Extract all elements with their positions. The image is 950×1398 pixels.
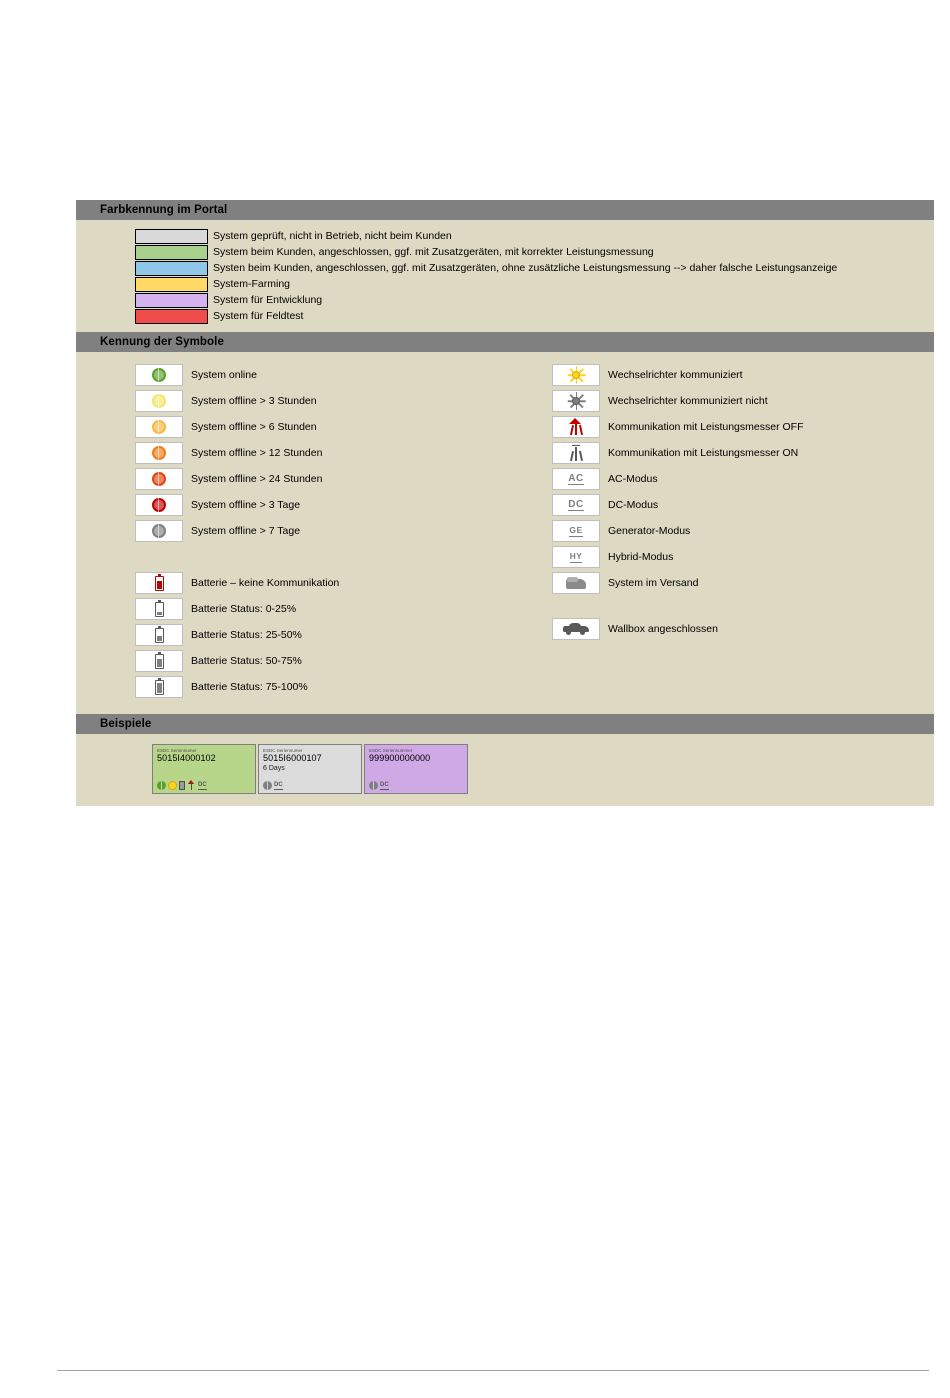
icon-container	[135, 572, 183, 594]
symbol-label: Kommunikation mit Leistungsmesser ON	[608, 447, 799, 459]
symbol-row-online	[135, 362, 505, 388]
color-swatch-grey	[135, 229, 208, 244]
icon-container	[552, 416, 600, 438]
icon-container	[552, 390, 600, 412]
icon-container	[552, 618, 600, 640]
icon-container	[552, 572, 600, 594]
symbol-row-offline-7d	[135, 518, 505, 544]
card-icon-strip	[157, 780, 207, 790]
symbol-row-battery-0-25	[135, 596, 505, 622]
icon-container	[135, 650, 183, 672]
icon-container	[552, 468, 600, 490]
tower-grey-icon	[567, 444, 585, 462]
icon-container	[135, 468, 183, 490]
symbol-label: Batterie – keine Kommunikation	[191, 577, 340, 589]
symbol-row-ac-mode	[552, 466, 934, 492]
symbol-row-meter-on	[552, 440, 934, 466]
symbol-label: System offline > 3 Stunden	[191, 395, 317, 407]
symbols-body	[76, 352, 934, 714]
battery-no-communication-icon	[155, 576, 164, 591]
globe-darkorange-icon	[152, 472, 166, 486]
symbol-label: Wechselrichter kommuniziert nicht	[608, 395, 768, 407]
example-card-grey[interactable]	[258, 744, 362, 794]
symbol-label: System offline > 24 Stunden	[191, 473, 323, 485]
battery-25-50-icon	[155, 628, 164, 643]
example-cards-row	[152, 744, 934, 794]
icon-container	[552, 494, 600, 516]
color-legend-label: Systen beim Kunden, angeschlossen, ggf. mit Zusatzgeräten, ohne zusätzliche Leistungsmessung --> daher falsche Leistungsanzeige	[213, 262, 838, 274]
dc-mode-icon: DC	[274, 782, 283, 788]
color-swatch-red	[135, 309, 208, 324]
section-header-examples: Beispiele	[76, 714, 934, 734]
icon-container	[135, 520, 183, 542]
card-header-label: ESDC Seriennumer	[263, 748, 303, 753]
legend-document	[76, 200, 934, 806]
icon-container	[552, 364, 600, 386]
color-legend-row	[76, 260, 934, 276]
symbol-label: Wallbox angeschlossen	[608, 623, 718, 635]
symbol-label: System offline > 12 Stunden	[191, 447, 323, 459]
color-legend-label: System geprüft, nicht in Betrieb, nicht beim Kunden	[213, 230, 452, 242]
icon-container	[552, 520, 600, 542]
symbol-row-battery-50-75	[135, 648, 505, 674]
sun-yellow-icon	[568, 367, 584, 383]
color-legend-body	[76, 220, 934, 332]
color-legend-row	[76, 308, 934, 324]
example-card-green[interactable]	[152, 744, 256, 794]
card-serial: 999900000000	[369, 753, 431, 763]
icon-container	[135, 364, 183, 386]
globe-grey-icon	[263, 781, 272, 790]
globe-grey-icon	[369, 781, 378, 790]
symbol-row-battery-75-100	[135, 674, 505, 700]
icon-container	[135, 598, 183, 620]
symbol-row-offline-12h	[135, 440, 505, 466]
globe-red-icon	[152, 498, 166, 512]
symbol-label: System online	[191, 369, 257, 381]
symbol-row-inverter-comm	[552, 362, 934, 388]
symbol-row-wallbox	[552, 616, 934, 642]
color-legend-row	[76, 244, 934, 260]
dc-mode-icon: DC	[198, 782, 207, 788]
card-header-label: ESDC Seriennummer	[369, 748, 413, 753]
globe-orange-icon	[152, 446, 166, 460]
section-header-colors: Farbkennung im Portal	[76, 200, 934, 220]
globe-yellow-icon	[152, 394, 166, 408]
tower-red-icon	[187, 780, 196, 790]
examples-body	[76, 734, 934, 806]
icon-container	[135, 494, 183, 516]
symbol-label: Generator-Modus	[608, 525, 691, 537]
color-swatch-yellow	[135, 277, 208, 292]
symbol-label: System im Versand	[608, 577, 699, 589]
generator-mode-icon: GE	[569, 525, 583, 535]
symbol-label: Hybrid-Modus	[608, 551, 674, 563]
globe-grey-icon	[152, 524, 166, 538]
symbols-column-right	[505, 362, 934, 700]
symbol-row-inverter-no-comm	[552, 388, 934, 414]
globe-green-icon	[157, 781, 166, 790]
icon-container	[135, 676, 183, 698]
card-header-label: ESDC Seriennumer	[157, 748, 197, 753]
symbol-row-offline-3d	[135, 492, 505, 518]
symbol-label: System offline > 7 Tage	[191, 525, 301, 537]
sun-yellow-icon	[168, 781, 177, 790]
icon-container	[135, 390, 183, 412]
card-icon-strip	[263, 781, 283, 790]
globe-green-icon	[152, 368, 166, 382]
car-icon	[563, 623, 589, 635]
icon-container	[552, 546, 600, 568]
dc-mode-icon: DC	[380, 782, 389, 788]
card-subtext: 6 Days	[263, 765, 285, 772]
globe-lightorange-icon	[152, 420, 166, 434]
symbol-label: AC-Modus	[608, 473, 658, 485]
symbol-row-hybrid-mode	[552, 544, 934, 570]
color-legend-row	[76, 228, 934, 244]
symbol-row-generator-mode	[552, 518, 934, 544]
icon-container	[135, 624, 183, 646]
symbol-label: System offline > 6 Stunden	[191, 421, 317, 433]
color-swatch-blue	[135, 261, 208, 276]
symbol-label: System offline > 3 Tage	[191, 499, 301, 511]
example-card-purple[interactable]	[364, 744, 468, 794]
icon-container	[552, 442, 600, 464]
sun-grey-icon	[568, 393, 584, 409]
color-legend-label: System für Entwicklung	[213, 294, 323, 306]
color-legend-label: System beim Kunden, angeschlossen, ggf. mit Zusatzgeräten, mit korrekter Leistungsmessung	[213, 246, 654, 258]
battery-75-100-icon	[155, 680, 164, 695]
page-footer-divider	[57, 1370, 929, 1371]
symbol-label: Kommunikation mit Leistungsmesser OFF	[608, 421, 804, 433]
symbol-label: Batterie Status: 0-25%	[191, 603, 297, 615]
icon-container	[135, 416, 183, 438]
symbol-label: Batterie Status: 50-75%	[191, 655, 302, 667]
symbol-row-dc-mode	[552, 492, 934, 518]
ac-mode-icon: AC	[568, 473, 584, 484]
symbol-row-offline-24h	[135, 466, 505, 492]
symbol-label: Batterie Status: 75-100%	[191, 681, 308, 693]
symbol-row-offline-3h	[135, 388, 505, 414]
color-legend-row	[76, 292, 934, 308]
symbol-row-meter-off	[552, 414, 934, 440]
battery-icon	[179, 781, 185, 790]
card-serial: 5015I6000107	[263, 753, 322, 763]
symbol-row-battery-25-50	[135, 622, 505, 648]
symbol-label: Batterie Status: 25-50%	[191, 629, 302, 641]
symbol-row-battery-no-comm	[135, 570, 505, 596]
symbol-row-offline-6h	[135, 414, 505, 440]
battery-50-75-icon	[155, 654, 164, 669]
color-legend-label: System-Farming	[213, 278, 291, 290]
color-legend-row	[76, 276, 934, 292]
battery-0-25-icon	[155, 602, 164, 617]
symbol-label: Wechselrichter kommuniziert	[608, 369, 743, 381]
color-swatch-green	[135, 245, 208, 260]
symbols-column-left	[76, 362, 505, 700]
hybrid-mode-icon: HY	[569, 551, 583, 561]
parcel-icon	[566, 577, 586, 590]
symbol-label: DC-Modus	[608, 499, 659, 511]
color-legend-label: System für Feldtest	[213, 310, 304, 322]
card-serial: 5015I4000102	[157, 753, 216, 763]
icon-container	[135, 442, 183, 464]
color-swatch-purple	[135, 293, 208, 308]
tower-red-icon	[567, 418, 585, 436]
symbol-row-shipping	[552, 570, 934, 596]
card-icon-strip	[369, 781, 389, 790]
section-header-symbols: Kennung der Symbole	[76, 332, 934, 352]
dc-mode-icon: DC	[568, 499, 584, 510]
